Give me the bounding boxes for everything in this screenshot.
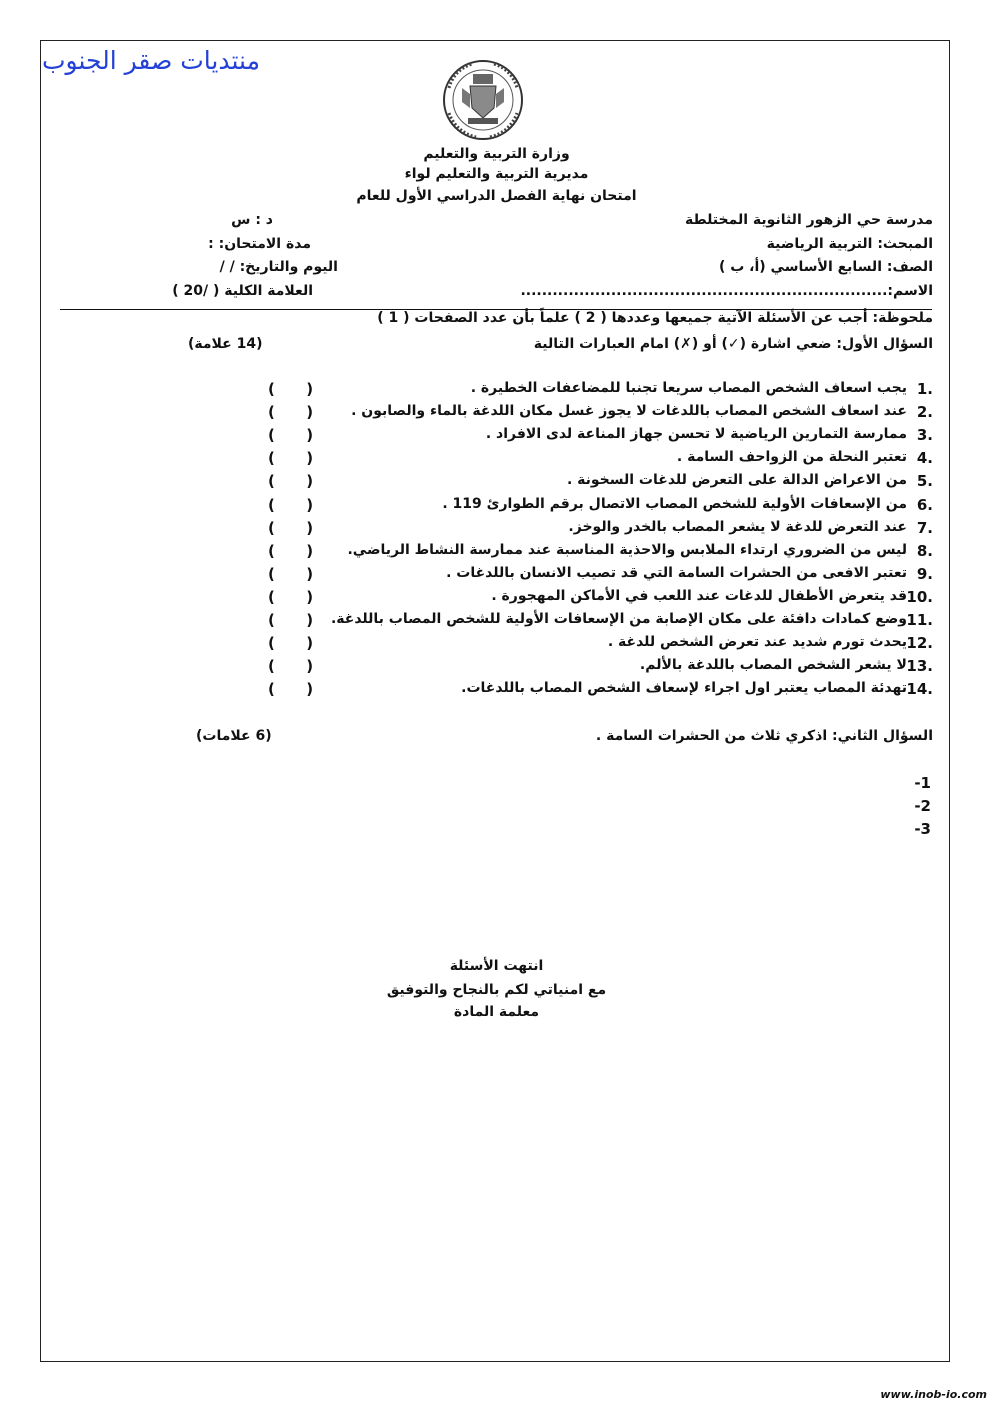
q1-item-text: تعتبر النحلة من الزواحف السامة .	[676, 449, 907, 466]
q1-answer-box[interactable]: ( )	[268, 380, 314, 398]
question-1-marks: (14 علامة)	[188, 336, 263, 352]
question-2-title: السؤال الثاني: اذكري ثلاث من الحشرات السامة .	[595, 728, 933, 744]
q1-item-text: من الاعراض الدالة على التعرض للدغات السخونة .	[566, 472, 907, 489]
time-units: د : س	[231, 212, 273, 228]
end-of-questions: انتهت الأسئلة	[449, 958, 544, 974]
q1-item-text: يحدث تورم شديد عند تعرض الشخص للدغة .	[607, 634, 907, 651]
q1-item-number: 14.	[906, 680, 933, 699]
q1-item-number: 1.	[916, 380, 933, 398]
exam-date: اليوم والتاريخ: / /	[219, 259, 338, 275]
q1-answer-box[interactable]: ( )	[268, 472, 314, 491]
question-2-marks: (6 علامات)	[196, 728, 272, 744]
q1-item-number: 2.	[916, 403, 933, 422]
q1-answer-box[interactable]: ( )	[268, 403, 314, 422]
q1-item-number: 12.	[906, 634, 933, 653]
q1-item-number: 3.	[916, 426, 933, 445]
question-1-title: السؤال الأول: ضعي اشارة (✓) أو (✗) امام العبارات التالية	[533, 336, 933, 352]
q1-item-text: تعتبر الافعى من الحشرات السامة التي قد تصيب الانسان باللدغات .	[446, 564, 907, 581]
q1-item-number: 13.	[906, 657, 933, 676]
ministry-line: وزارة التربية والتعليم	[423, 146, 570, 162]
q1-item-text: يجب اسعاف الشخص المصاب سريعا تجنبا للمضاعفات الخطيرة .	[470, 380, 907, 396]
q1-item-number: 9.	[916, 564, 933, 583]
q1-answer-box[interactable]: ( )	[268, 518, 314, 537]
q1-answer-box[interactable]: ( )	[268, 449, 314, 468]
q1-answer-box[interactable]: ( )	[268, 587, 314, 606]
directorate-line: مديرية التربية والتعليم لواء	[404, 166, 589, 182]
q1-item-text: عند التعرض للدغة لا يشعر المصاب بالخدر والوخز.	[568, 518, 907, 535]
q1-item-number: 11.	[906, 611, 933, 629]
q1-answer-box[interactable]: ( )	[268, 495, 314, 514]
exam-duration: مدة الامتحان: :	[208, 236, 311, 252]
teacher-signature: معلمة المادة	[453, 1004, 540, 1020]
q1-answer-box[interactable]: ( )	[268, 564, 314, 583]
q1-item-text: لا يشعر الشخص المصاب باللدغة بالألم.	[639, 657, 907, 674]
jordan-emblem-logo	[440, 58, 526, 142]
q1-answer-box[interactable]: ( )	[268, 634, 314, 653]
exam-note: ملحوظة: أجب عن الأسئلة الآتية جميعها وعددها ( 2 ) علماً بأن عدد الصفحات ( 1 )	[377, 310, 933, 326]
q1-item-text: عند اسعاف الشخص المصاب باللدغات لا يجوز غسل مكان اللدغة بالماء والصابون .	[351, 403, 907, 420]
grade-line: الصف: السابع الأساسي (أ، ب )	[718, 259, 933, 275]
answer-line-2: -2	[914, 797, 931, 815]
q1-item-number: 6.	[916, 495, 933, 514]
answer-line-1: -1	[914, 774, 931, 792]
q1-item-number: 8.	[916, 541, 933, 560]
watermark-text: منتديات صقر الجنوب	[42, 46, 260, 75]
q1-answer-box[interactable]: ( )	[268, 426, 314, 445]
q1-item-number: 10.	[906, 587, 933, 606]
total-mark: العلامة الكلية ( /20 )	[172, 283, 313, 299]
good-luck-wishes: مع امنياتي لكم بالنجاح والتوفيق	[386, 982, 607, 998]
q1-item-number: 7.	[916, 518, 933, 537]
q1-item-number: 5.	[916, 472, 933, 491]
q1-answer-box[interactable]: ( )	[268, 611, 314, 629]
student-name-field: الاسم:.....................................................................	[520, 283, 933, 299]
q1-answer-box[interactable]: ( )	[268, 657, 314, 676]
q1-item-number: 4.	[916, 449, 933, 468]
q1-item-text: تهدئة المصاب يعتبر اول اجراء لإسعاف الشخص المصاب باللدغات.	[461, 680, 907, 697]
q1-answer-box[interactable]: ( )	[268, 680, 314, 699]
site-url: www.inob-io.com	[880, 1388, 987, 1401]
q1-item-text: من الإسعافات الأولية للشخص المصاب الاتصال برقم الطوارئ 119 .	[442, 495, 907, 512]
exam-title-line: امتحان نهاية الفصل الدراسي الأول للعام	[356, 188, 637, 204]
q1-item-text: ممارسة التمارين الرياضية لا تحسن جهاز المناعة لدى الافراد .	[485, 426, 907, 443]
answer-line-3: -3	[914, 820, 931, 838]
school-name: مدرسة حي الزهور الثانوية المختلطة	[684, 212, 933, 228]
q1-item-text: وضع كمادات دافئة على مكان الإصابة من الإسعافات الأولية للشخص المصاب باللدغة.	[330, 611, 907, 627]
q1-item-text: قد يتعرض الأطفال للدغات عند اللعب في الأماكن المهجورة .	[491, 587, 907, 604]
subject-line: المبحث: التربية الرياضية	[766, 236, 933, 252]
q1-item-text: ليس من الضروري ارتداء الملابس والاحذية المناسبة عند ممارسة النشاط الرياضي.	[347, 541, 907, 558]
q1-answer-box[interactable]: ( )	[268, 541, 314, 560]
